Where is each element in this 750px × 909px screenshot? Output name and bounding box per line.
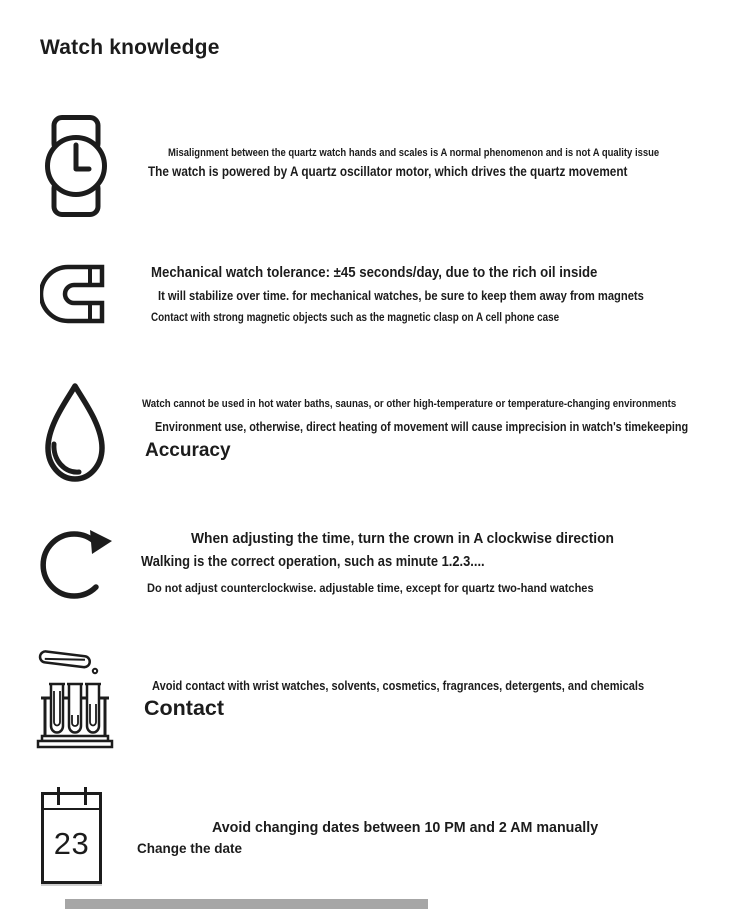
wristwatch-icon: [45, 115, 107, 217]
calendar-header-line: [44, 808, 99, 810]
text-line: Environment use, otherwise, direct heating of movement will cause imprecision in watch's timekeeping: [155, 420, 689, 434]
text-line: Walking is the correct operation, such as minute 1.2.3....: [141, 553, 485, 570]
calendar-binding-tick: [57, 787, 60, 805]
water-drop-icon: [41, 383, 109, 483]
text-line: When adjusting the time, turn the crown in A clockwise direction: [191, 530, 614, 547]
text-line: It will stabilize over time. for mechanical watches, be sure to keep them away from magnets: [158, 288, 644, 303]
text-line: Misalignment between the quartz watch hands and scales is A normal phenomenon and is not A quality issue: [168, 147, 660, 159]
bottom-divider-bar: [65, 899, 428, 909]
text-line: Avoid contact with wrist watches, solvents, cosmetics, fragrances, detergents, and chemicals: [152, 678, 645, 693]
clockwise-arrow-icon: [38, 521, 116, 603]
text-line: Mechanical watch tolerance: ±45 seconds/day, due to the rich oil inside: [151, 264, 598, 281]
calendar-binding-tick: [84, 787, 87, 805]
section-label-accuracy: Accuracy: [145, 440, 231, 461]
text-line: The watch is powered by A quartz oscillator motor, which drives the quartz movement: [148, 163, 628, 179]
text-line: Contact with strong magnetic objects such as the magnetic clasp on A cell phone case: [151, 312, 560, 324]
text-line: Watch cannot be used in hot water baths, saunas, or other high-temperature or temperature-changing environments: [142, 398, 677, 410]
text-line: Change the date: [137, 841, 243, 856]
test-tubes-icon: [36, 645, 114, 750]
calendar-icon: [41, 792, 102, 884]
text-line: Do not adjust counterclockwise. adjustable time, except for quartz two-hand watches: [147, 581, 594, 595]
section-label-contact: Contact: [144, 696, 225, 720]
magnet-icon: [40, 263, 106, 325]
text-line: Avoid changing dates between 10 PM and 2 AM manually: [212, 819, 599, 836]
page-title: Watch knowledge: [40, 36, 220, 59]
calendar-day-number: 23: [53, 826, 90, 861]
